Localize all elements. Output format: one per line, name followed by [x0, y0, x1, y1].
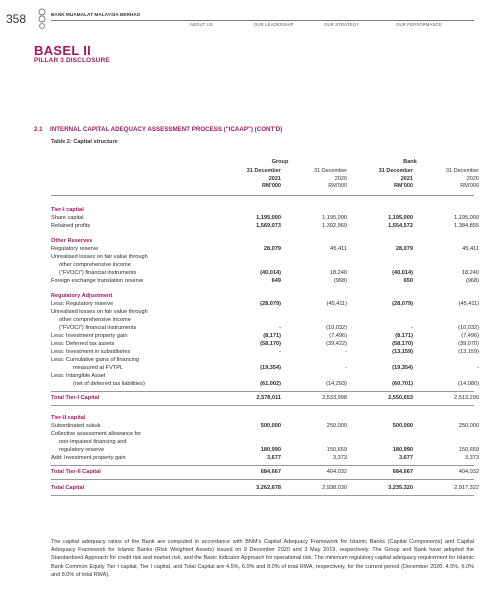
- nav-about-us[interactable]: ABOUT US: [190, 22, 213, 27]
- section-subtitle: PILLAR 3 DISCLOSURE: [34, 57, 110, 64]
- table-row: non-impaired financing and: [59, 439, 127, 445]
- table-row: Collective assessment allowance for: [51, 431, 142, 437]
- table-row: Total Tier-I Capital 2,578,011 2,533,998 2,550,653 2,513,290: [51, 395, 479, 401]
- table-row: Tier-II capital: [51, 415, 86, 421]
- table-row: measured at FVTPL (19,354) - (19,354) -: [73, 365, 479, 371]
- divider: [51, 405, 474, 406]
- page-number: 358: [6, 12, 27, 26]
- bank-name: BANK MUAMALAT MALAYSIA BERHAD: [51, 12, 141, 17]
- table-row: Add: Investment property gain 3,677 3,373 3,677 3,373: [51, 455, 479, 461]
- group-heading: Group: [271, 159, 289, 165]
- table-row: Total Capital 3,262,678 2,938,030 3,235,320 2,917,322: [51, 485, 479, 491]
- page-header: [0, 0, 480, 40]
- table-row: Foreign exchange translation reserve 649 (968) 650 (968): [51, 278, 479, 284]
- table-row: Unrealised losses on fair value through: [51, 309, 148, 315]
- table-row: Other Reserves: [51, 238, 93, 244]
- footnote-paragraph: The capital adequacy ratios of the Bank are computed in accordance with BNM's Capital Adequacy Framework for Islamic Banks (Capital Components) and Capital Adequacy Framework for Islamic Banks (Risk Weighted Assets) issued on 9 December 2020 and 3 May 2019, respectively. The Group and Bank have adopted the Standardised Approach for credit risk and market risk, and the Basic Indicator Approach for operational risk. The minimum regulatory capital adequacy requirement for Islamic Bank Common Equity Tier I capital, Tier I capital, and Total Capital are 4.5%, 6.0% and 8.0% of total RWA, respectively, for the current period (December 2020: 4.5%, 6.0% and 8.0% of total RWA).: [51, 539, 474, 578]
- subsection-heading: [34, 126, 282, 133]
- table-row: Less: Investment in subsidiaries - - (13,159) (13,159): [51, 349, 479, 355]
- table-row: Less: Deferred tax assets (58,170) (39,422) (58,170) (39,070): [51, 341, 479, 347]
- table-row: Less: Regulatory reserve (28,079) (45,411) (28,079) (45,411): [51, 301, 479, 307]
- column-header: 31 December 2020 RM'000: [313, 168, 347, 189]
- column-header: 31 December 2021 RM'000: [246, 168, 281, 189]
- nav-our-leadership[interactable]: OUR LEADERSHIP: [254, 22, 294, 27]
- header-rule: [51, 195, 474, 196]
- table-row: Regulatory reserve 28,079 45,411 28,079 45,411: [51, 246, 479, 252]
- table-row: ("FVOCI") financial instruments (40,014) 18,240 (40,014) 18,240: [59, 270, 479, 276]
- table-row: Total Tier-II Capital 684,667 404,032 684,667 404,032: [51, 469, 479, 475]
- column-header: 31 December 2021 RM'000: [378, 168, 413, 189]
- table-row: Tier-I capital: [51, 207, 84, 213]
- bank-heading: Bank: [403, 159, 417, 165]
- table-row: Less: Investment property gain (8,171) (7,496) (8,171) (7,496): [51, 333, 479, 339]
- table-row: other comprehensive income: [59, 317, 131, 323]
- nav-our-strategy[interactable]: OUR STRATEGY: [324, 22, 360, 27]
- table-row: Regulatory Adjustment: [51, 293, 113, 299]
- table-row: ("FVOCI") financial instruments - (10,032) - (10,032): [59, 325, 479, 331]
- divider: [51, 465, 474, 466]
- table-row: (net of deferred tax liabilities) (61,002) (14,293) (60,701) (14,080): [73, 381, 479, 387]
- table-row: Unrealised losses on fair value through: [51, 254, 148, 260]
- table-row: Less: Intangible Asset: [51, 373, 106, 379]
- table-row: Subordinated sukuk 500,000 250,000 500,000 250,000: [51, 423, 479, 429]
- divider: [51, 495, 474, 496]
- table-row: Less: Cumulative gains of financing: [51, 357, 139, 363]
- table-row: Share capital 1,195,000 1,195,000 1,195,000 1,195,000: [51, 215, 479, 221]
- section-title: BASEL II: [34, 43, 92, 58]
- table-title: Table 2: Capital structure: [51, 139, 118, 145]
- subsection-number: 2.1: [34, 126, 43, 133]
- nav-our-performance[interactable]: OUR PERFORMANCE: [396, 22, 443, 27]
- header-divider: [51, 20, 474, 21]
- divider: [51, 479, 474, 480]
- table-row: Retained profits 1,569,073 1,392,969 1,554,572 1,384,855: [51, 223, 479, 229]
- column-header: 31 December 2020 RM'000: [445, 168, 479, 189]
- table-row: other comprehensive income: [59, 262, 131, 268]
- divider: [51, 391, 474, 392]
- table-row: regulatory reserve 180,990 150,659 180,990 150,659: [59, 447, 479, 453]
- subsection-title: INTERNAL CAPITAL ADEQUACY ASSESSMENT PROCESS ("ICAAP") (CONT'D): [50, 126, 283, 133]
- bank-logo-icon: [36, 7, 48, 29]
